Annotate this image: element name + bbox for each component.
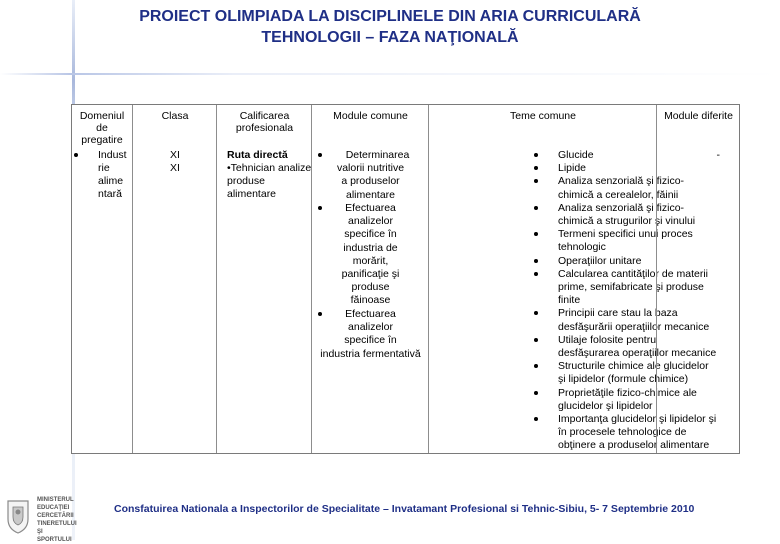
header-calificarea: Calificarea profesionala	[235, 110, 294, 134]
teme-comune-item: Lipide	[558, 162, 587, 175]
bullet-icon	[534, 364, 538, 368]
module-diferite-value: -	[716, 149, 720, 161]
teme-comune-item: Structurile chimice ale glucidelor şi lipidelor (formule chimice)	[558, 360, 709, 386]
footer-text: Consfatuirea Nationala a Inspectorilor de Specialitate – Invatamant Profesional si Tehnic-Sibiu, 5- 7 Septembrie 2010	[114, 503, 695, 515]
calificarea-content: Ruta directă •Tehnician analize produse alimentare	[227, 149, 312, 200]
bullet-icon	[534, 259, 538, 263]
module-comune-item-1: Determinarea valorii nutritive a produselor alimentare	[336, 149, 410, 201]
header-teme-comune: Teme comune	[510, 110, 576, 122]
teme-comune-item: Calcularea cantităţilor de materii prime, semifabricate şi produse finite	[558, 267, 708, 307]
bullet-icon	[74, 153, 78, 157]
teme-comune-item: Glucide	[558, 149, 594, 161]
bullet-icon	[534, 272, 538, 276]
bullet-icon	[534, 179, 538, 183]
title-line-2: TEHNOLOGII – FAZA NAŢIONALĂ	[261, 29, 519, 46]
module-comune-item-2: Efectuarea analizelor specifice în industria de morărit, panificaţie şi produse făinoase	[341, 202, 400, 307]
header-module-comune: Module comune	[333, 110, 408, 122]
bullet-icon	[534, 206, 538, 210]
decorative-horizontal-line	[0, 73, 780, 75]
title-line-1: PROIECT OLIMPIADA LA DISCIPLINELE DIN ARIA CURRICULARĂ	[139, 8, 641, 25]
bullet-icon	[534, 153, 538, 157]
column-module-comune	[311, 105, 429, 453]
curriculum-table	[71, 104, 740, 454]
teme-comune-item: Importanţa glucidelor şi lipidelor şi în procesele tehnologice de obţinere a produselor alimentare	[558, 413, 717, 452]
bullet-icon	[534, 338, 538, 342]
bullet-icon	[534, 166, 538, 170]
column-domeniul	[72, 105, 132, 453]
teme-comune-item: Utilaje folosite pentru desfăşurarea operaţiilor mecanice	[558, 333, 717, 359]
teme-comune-item: Analiza senzorială şi fizico- chimică a strugurilor şi vinului	[558, 201, 696, 227]
header-clasa: Clasa	[161, 110, 189, 122]
bullet-icon	[534, 391, 538, 395]
column-clasa	[132, 105, 217, 453]
column-calificarea	[216, 105, 312, 453]
ministry-crest-logo	[4, 495, 32, 535]
ministry-logo-text: MINISTERUL EDUCAŢIEI CERCETĂRII TINERETULUI ŞI SPORTULUI	[37, 497, 77, 543]
ruta-directa: Ruta directă	[227, 149, 288, 161]
page-title	[0, 6, 780, 48]
teme-comune-item: Proprietăţile fizico-chimice ale glucidelor şi lipidelor	[558, 386, 697, 412]
teme-comune-item: Analiza senzorială şi fizico- chimică a cerealelor, făinii	[558, 175, 685, 201]
header-module-diferite: Module diferite	[664, 110, 733, 122]
clasa-values: XI XI	[170, 149, 180, 174]
teme-comune-item: Operaţiilor unitare	[558, 254, 642, 267]
teme-comune-item: Termeni specifici unui proces tehnologic	[558, 228, 693, 254]
column-module-diferite	[656, 105, 740, 453]
teme-comune-item: Principii care stau la baza desfăşurării operaţiilor mecanice	[558, 307, 710, 333]
bullet-icon	[534, 232, 538, 236]
bullet-icon	[534, 417, 538, 421]
header-domeniul: Domeniul de pregatire	[79, 110, 125, 146]
bullet-icon	[534, 311, 538, 315]
module-comune-item-3: Efectuarea analizelor specifice în industria fermentativă	[320, 308, 421, 360]
domeniul-value: Indust rie alime ntară	[98, 149, 127, 200]
